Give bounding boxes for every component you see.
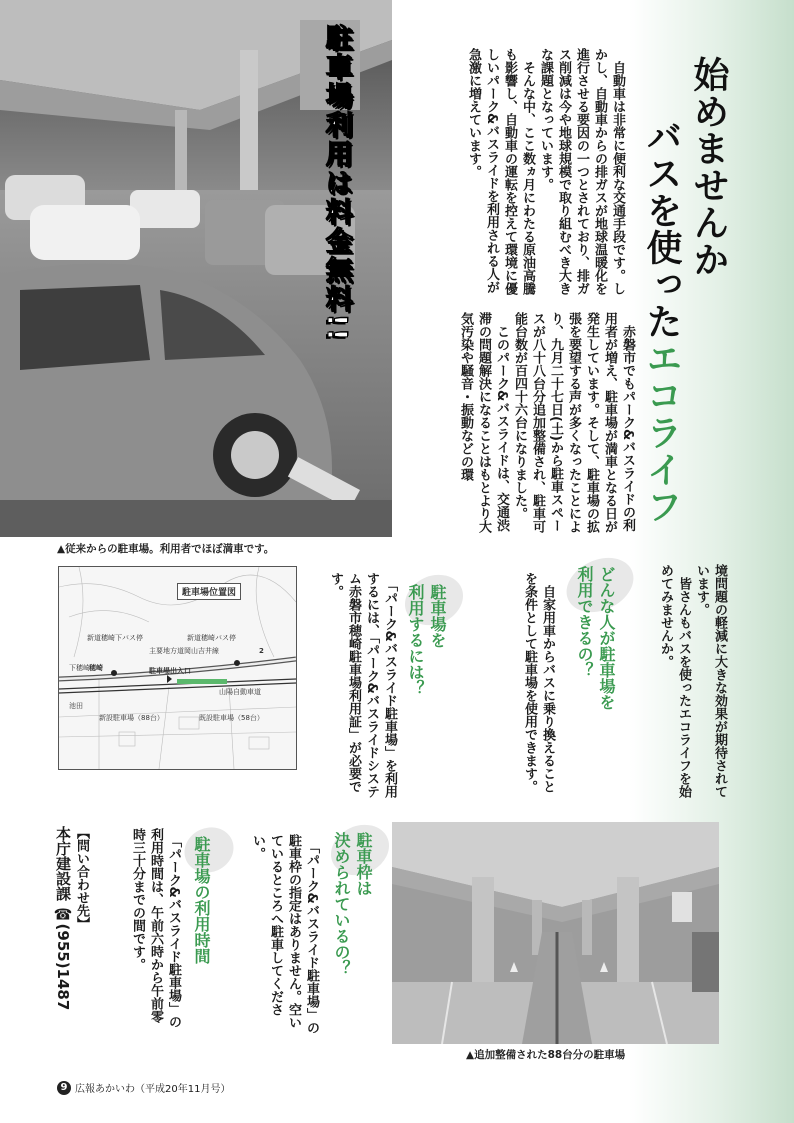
slot-heading — [330, 832, 374, 1012]
how-body: 「パーク&バスライド駐車場」を利用するには、「パーク&バスライドシステム赤磐市穂崎駐車場利用証」が必要です。 — [328, 572, 397, 798]
contact-phone: ☎(955)1487 — [54, 905, 72, 1011]
contact-dept: 本庁建設課 — [54, 826, 72, 901]
hours-body: 「パーク&バスライド駐車場」の利用時間は、午前六時から午前零時三十分までの間です。 — [130, 828, 181, 1028]
who-heading-b: 利用できるの？ — [575, 566, 594, 678]
intro-p4: このパーク&バスライドは、交通渋滞の問題解決になることはもとより大気汚染や騒音・振動などの環 — [458, 312, 509, 533]
map-stop-east: 新道穂崎バス停 — [187, 634, 236, 642]
map-road-ikeda: 池田 — [69, 702, 83, 710]
page-title-line1: 始めませんか — [688, 56, 729, 278]
map-road-local: 主要地方道岡山吉井線 — [149, 647, 219, 655]
page-title-line2a: バスを使った — [641, 118, 682, 340]
map-town1: 穂崎 — [89, 664, 103, 672]
intro-p2: そんな中、ここ数ヵ月にわたる原油高騰も影響し、自動車の運転を控えて環境に優しいパーク&バスライドを利用される人が急激に増えています。 — [466, 48, 535, 295]
new-parking-illustration — [392, 822, 719, 1044]
footer-page-number: 9 — [57, 1081, 71, 1095]
photo-headline-mark: !! — [321, 314, 352, 343]
map-lot-old: 既設駐車場（58台） — [199, 714, 264, 722]
intro-column-continued — [648, 564, 728, 804]
page-title-line2 — [636, 118, 687, 525]
map-expressway: 山陽自動車道 — [219, 688, 261, 696]
how-heading-a: 駐車場を — [428, 584, 447, 648]
photo-parking-new — [392, 822, 719, 1044]
map-lot-new: 新設駐車場（88台） — [99, 714, 164, 722]
footer-publication: 広報あかいわ（平成20年11月号） — [75, 1084, 231, 1095]
photo-headline — [317, 24, 356, 354]
slot-heading-b: 決められているの？ — [332, 832, 351, 976]
intro-p3: 赤磐市でもパーク&バスライドの利用者が増え、駐車場が満車となる日が発生しています。そして、駐車場の拡張を要望する声が多くなったことにより、九月二十七日(土)から駐車スペースが八十八台分追加整備され、駐車可能台数が百四十六台になりました。 — [512, 312, 635, 533]
slot-heading-a: 駐車枠は — [354, 832, 373, 896]
contact-block — [54, 826, 90, 1066]
intro-p1: 自動車は非常に便利な交通手段です。しかし、自動車からの排ガスが地球温暖化を進行させる要因の一つとされており、排ガス削減は今や地球規模で取り組むべき大きな課題となっています。 — [538, 48, 625, 295]
map-town2: 下穂崎 — [69, 664, 90, 672]
photo1-caption: ▲従来からの駐車場。利用者でほぼ満車です。 — [57, 543, 275, 555]
photo2-caption: ▲追加整備された88台分の駐車場 — [466, 1049, 626, 1061]
map-road-2: 2 — [259, 647, 264, 655]
intro-p5: 境問題の軽減に大きな効果が期待されています。 — [694, 564, 727, 798]
hours-heading: 駐車場の利用時間 — [192, 836, 211, 964]
how-heading-b: 利用するには？ — [406, 584, 425, 696]
page-title-eco: エコライフ — [641, 340, 682, 525]
photo-headline-text: 駐車場利用は料金無料 — [321, 24, 352, 314]
contact-label: 【問い合わせ先】 — [74, 826, 89, 930]
page-footer — [57, 1080, 230, 1095]
intro-column-upper — [408, 48, 626, 298]
who-heading — [573, 566, 617, 766]
location-map — [58, 566, 297, 770]
who-heading-a: どんな人が駐車場を — [597, 566, 616, 710]
intro-p6: 皆さんもバスを使ったエコライフを始めてみませんか。 — [658, 564, 691, 798]
map-title: 駐車場位置図 — [177, 583, 241, 600]
how-heading — [404, 584, 448, 744]
slot-body: 「パーク&バスライド駐車場」の駐車枠の指定はありません。空いているところへ駐車してください。 — [250, 834, 319, 1034]
intro-column-lower — [408, 312, 636, 542]
map-stop-west: 新道穂崎下バス停 — [87, 634, 143, 642]
who-body: 自家用車からバスに乗り換えることを条件として駐車場を使用できます。 — [522, 572, 555, 793]
map-entrance: 駐車場出入口 — [149, 667, 191, 675]
